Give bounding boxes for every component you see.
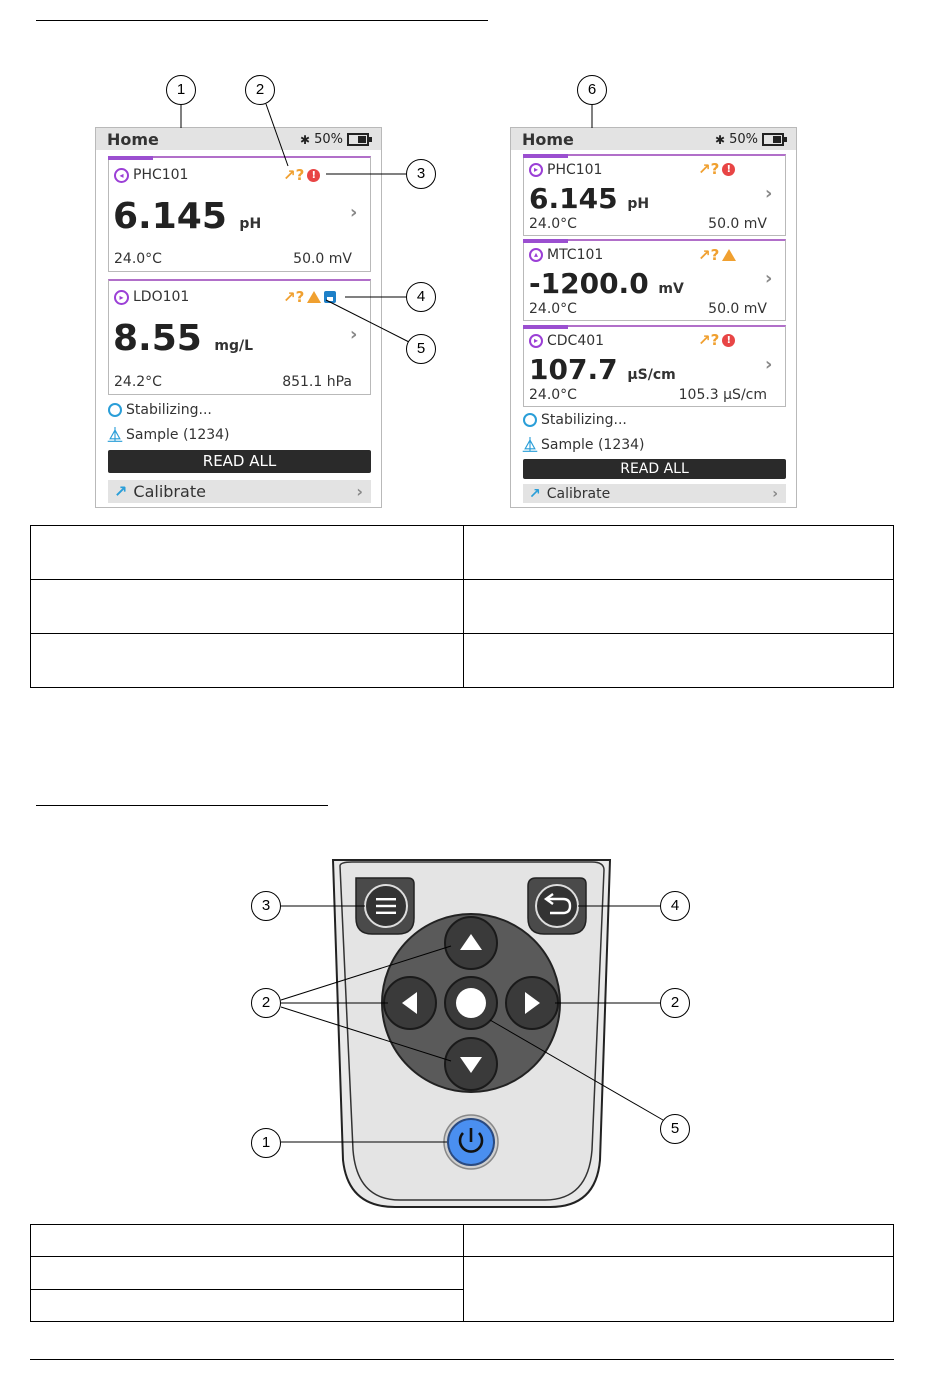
- secondary-value: 50.0 mV: [293, 251, 352, 267]
- error-icon: !: [307, 169, 320, 182]
- temperature: 24.0°C: [529, 216, 577, 232]
- error-icon: !: [722, 163, 735, 176]
- calibration-question-icon: ↗?: [698, 246, 720, 264]
- keypad-callout-1: 1: [251, 1128, 281, 1158]
- measurement-unit: mV: [658, 281, 684, 297]
- calibration-question-icon: ↗?: [698, 331, 720, 349]
- measurement-unit: pH: [239, 216, 262, 232]
- measurement-value: 107.7: [529, 353, 618, 386]
- measurement-value: 6.145: [113, 196, 227, 237]
- temperature: 24.0°C: [529, 301, 577, 317]
- calibrate-icon: ↗: [114, 482, 128, 501]
- sample-text: Sample (1234): [126, 427, 230, 443]
- calibration-question-icon: ↗?: [283, 166, 305, 184]
- callout-1: 1: [166, 75, 196, 105]
- keypad-callout-2-left: 2: [251, 988, 281, 1018]
- bluetooth-icon: ✱: [715, 132, 726, 147]
- screen-title: Home: [522, 130, 574, 149]
- temperature: 24.0°C: [114, 251, 162, 267]
- chevron-right-icon: ›: [772, 485, 778, 502]
- sensor-port-icon: ▸: [529, 334, 543, 348]
- sensor-name: CDC401: [547, 333, 605, 349]
- legend-table-keypad: [30, 1224, 894, 1322]
- sensor-port-icon: ▸: [114, 290, 129, 305]
- callout-3: 3: [406, 159, 436, 189]
- sensor-port-icon: ◂: [114, 168, 129, 183]
- battery-percent: 50%: [314, 132, 343, 147]
- read-all-button[interactable]: READ ALL: [523, 459, 786, 479]
- status-text: Stabilizing...: [126, 402, 212, 418]
- measurement-unit: mg/L: [214, 338, 254, 354]
- chevron-right-icon[interactable]: ›: [765, 268, 773, 289]
- callout-2: 2: [245, 75, 275, 105]
- screen-title: Home: [107, 130, 159, 149]
- battery-percent: 50%: [729, 132, 758, 147]
- chevron-right-icon[interactable]: ›: [765, 183, 773, 204]
- sensor-name: MTC101: [547, 247, 604, 263]
- calibrate-label: Calibrate: [133, 482, 206, 501]
- calibrate-icon: ↗: [529, 485, 541, 502]
- chevron-right-icon[interactable]: ›: [765, 354, 773, 375]
- callout-4: 4: [406, 282, 436, 312]
- flask-icon: ⏅: [108, 428, 122, 444]
- callout-6: 6: [577, 75, 607, 105]
- keypad-callout-2-right: 2: [660, 988, 690, 1018]
- chevron-right-icon[interactable]: ›: [350, 202, 358, 223]
- measurement-unit: pH: [627, 196, 650, 212]
- temperature: 24.0°C: [529, 387, 577, 403]
- sensor-name: LDO101: [133, 289, 190, 305]
- secondary-value: 50.0 mV: [708, 216, 767, 232]
- flask-icon: ⏅: [523, 438, 537, 454]
- status-text: Stabilizing...: [541, 412, 627, 428]
- keypad-callout-3: 3: [251, 891, 281, 921]
- calibration-question-icon: ↗?: [698, 160, 720, 178]
- keypad-callout-4: 4: [660, 891, 690, 921]
- sensor-port-icon: ▸: [529, 163, 543, 177]
- secondary-value: 50.0 mV: [708, 301, 767, 317]
- measurement-unit: µS/cm: [627, 367, 676, 383]
- chevron-right-icon[interactable]: ›: [350, 324, 358, 345]
- measurement-value: 8.55: [113, 318, 202, 359]
- callout-5: 5: [406, 334, 436, 364]
- error-icon: !: [722, 334, 735, 347]
- calibrate-label: Calibrate: [546, 485, 611, 502]
- measurement-value: 6.145: [529, 182, 618, 215]
- secondary-value: 105.3 µS/cm: [678, 387, 767, 403]
- chevron-right-icon: ›: [356, 482, 363, 501]
- calibration-question-icon: ↗?: [283, 288, 305, 306]
- secondary-value: 851.1 hPa: [282, 374, 352, 390]
- bluetooth-icon: ✱: [300, 132, 311, 147]
- sample-text: Sample (1234): [541, 437, 645, 453]
- measurement-value: -1200.0: [529, 267, 649, 300]
- read-all-button[interactable]: READ ALL: [108, 450, 371, 473]
- keypad-callout-5: 5: [660, 1114, 690, 1144]
- temperature: 24.2°C: [114, 374, 162, 390]
- sensor-name: PHC101: [133, 167, 189, 183]
- sensor-name: PHC101: [547, 162, 603, 178]
- sensor-port-icon: ▴: [529, 248, 543, 262]
